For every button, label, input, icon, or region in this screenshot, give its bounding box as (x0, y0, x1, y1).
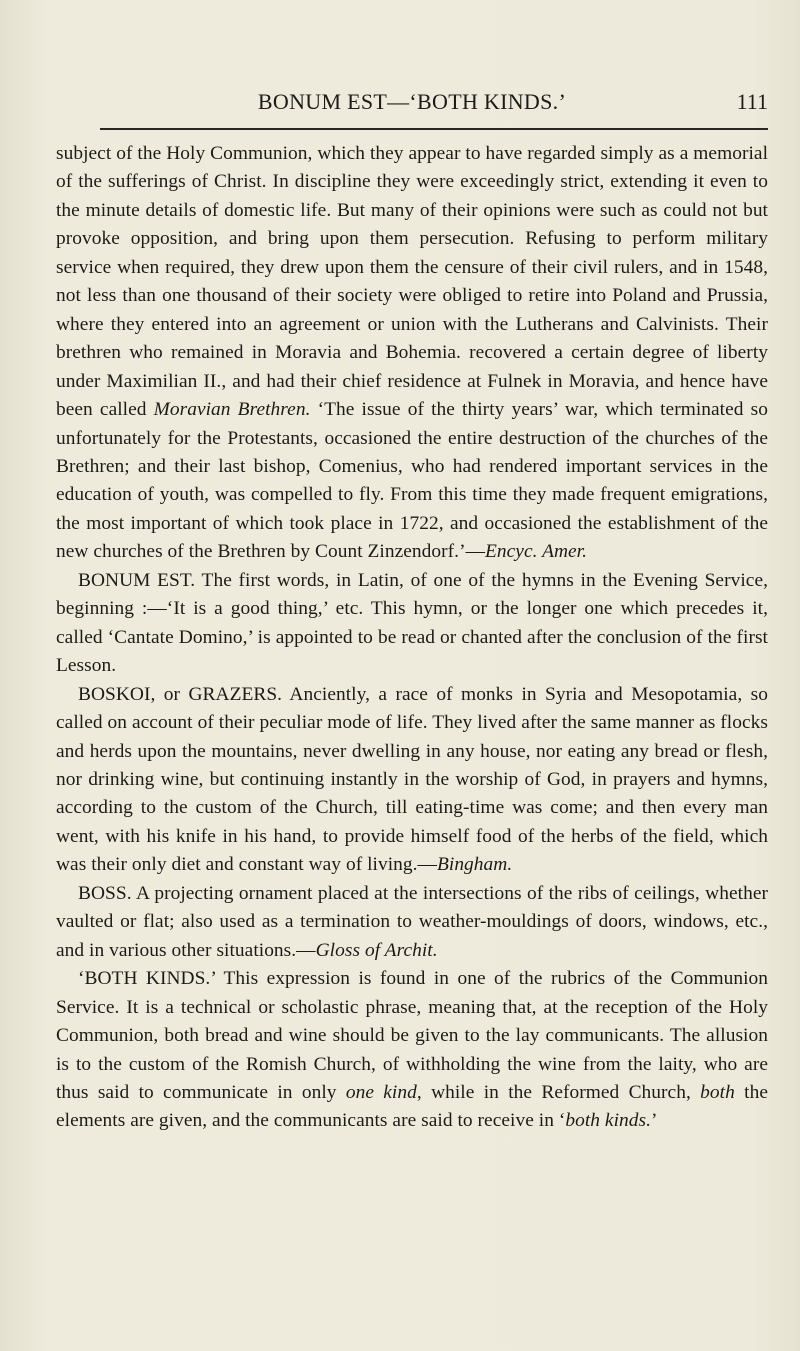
header-rule (100, 128, 768, 130)
entry-boskoi (56, 681, 768, 880)
entry-text: Anciently, a race of monks in Syria and Mesopotamia, so called on account of their peculiar mode of life. They lived after the same manner as flocks and herds upon the mountains, never dwelling in any house, nor eating any bread or flesh, nor drinking wine, but continuing instantly in the worship of God, in prayers and hymns, according to the custom of the Church, till eating-time was come; and then every man went, with his knife in his hand, to provide himself food of the herbs of the field, which was their only diet and constant way of living.— (56, 683, 768, 876)
entry-text: the elements are given, and the communicants are said to receive in ‘ (56, 1081, 768, 1132)
entry-boss (56, 880, 768, 965)
page-header (56, 88, 768, 128)
italic-term: both kinds. (565, 1110, 652, 1132)
italic-term: both (700, 1081, 735, 1103)
page-number: 111 (736, 89, 768, 114)
entry-text: This expression is found in one of the rubrics of the Communion Service. It is a technical or scholastic phrase, meaning that, at the reception of the Holy Communion, both bread and wine should be given to the lay communicants. The allusion is to the custom of the Romish Church, of withholding the wine from the laity, who are thus said to communicate in only (56, 968, 769, 1103)
italic-term: one kind (345, 1081, 417, 1103)
citation: Bingham. (436, 854, 513, 876)
entry-both-kinds (56, 965, 768, 1136)
italic-term: Moravian Brethren. (153, 399, 311, 421)
entry-headword: ‘BOTH KINDS.’ (78, 968, 216, 990)
text-run: ‘The issue of the thirty years’ war, which terminated so unfortunately for the Protestants, occasioned the entire destruction of the churches of the Brethren; and their last bishop, Comenius, who had rendered important services in the education of youth, was compelled to fly. From this time they made frequent emigrations, the most important of which took place in 1722, and occasioned the establishment of the new churches of the Brethren by Count Zinzendorf.’— (56, 399, 768, 563)
paragraph-moravian-brethren (56, 140, 768, 567)
entry-text: The first words, in Latin, of one of the hymns in the Evening Service, beginning :—‘It is a good thing,’ etc. This hymn, or the longer one which precedes it, called ‘Cantate Domino,’ is appointed to be read or chanted after the conclusion of the first Lesson. (56, 569, 768, 677)
entry-text: , while in the Reformed Church, (416, 1081, 701, 1103)
citation: Gloss of Archit. (315, 939, 438, 961)
citation: Encyc. Amer. (485, 541, 588, 563)
running-head: BONUM EST—‘BOTH KINDS.’ (257, 89, 567, 114)
text-run: subject of the Holy Communion, which they appear to have regarded simply as a memorial of the sufferings of Christ. In discipline they were exceedingly strict, extending it even to the minute details of domestic life. But many of their opinions were such as could not but provoke opposition, and bring upon them persecution. Refusing to perform military service when required, they drew upon them the censure of their civil rulers, and in 1548, not less than one thousand of their society were obliged to retire into Poland and Prussia, where they entered into an agreement or union with the Lutherans and Calvinists. Their brethren who remained in Moravia and Bohemia. recovered a certain degree of liberty under Maximilian II., and had their chief residence at Fulnek in Moravia, and hence have been called (56, 143, 768, 421)
entry-headword: BONUM EST. (78, 569, 196, 591)
entry-text: A projecting ornament placed at the intersections of the ribs of ceilings, whether vaulted or flat; also used as a termination to weather-mouldings of doors, windows, etc., and in various other situations.— (56, 882, 768, 961)
entry-text: ’ (651, 1110, 658, 1132)
entry-headword: BOSS. (78, 882, 132, 904)
body-text (56, 140, 768, 1136)
entry-headword: BOSKOI, or GRAZERS. (78, 683, 283, 705)
entry-bonum-est (56, 567, 768, 681)
